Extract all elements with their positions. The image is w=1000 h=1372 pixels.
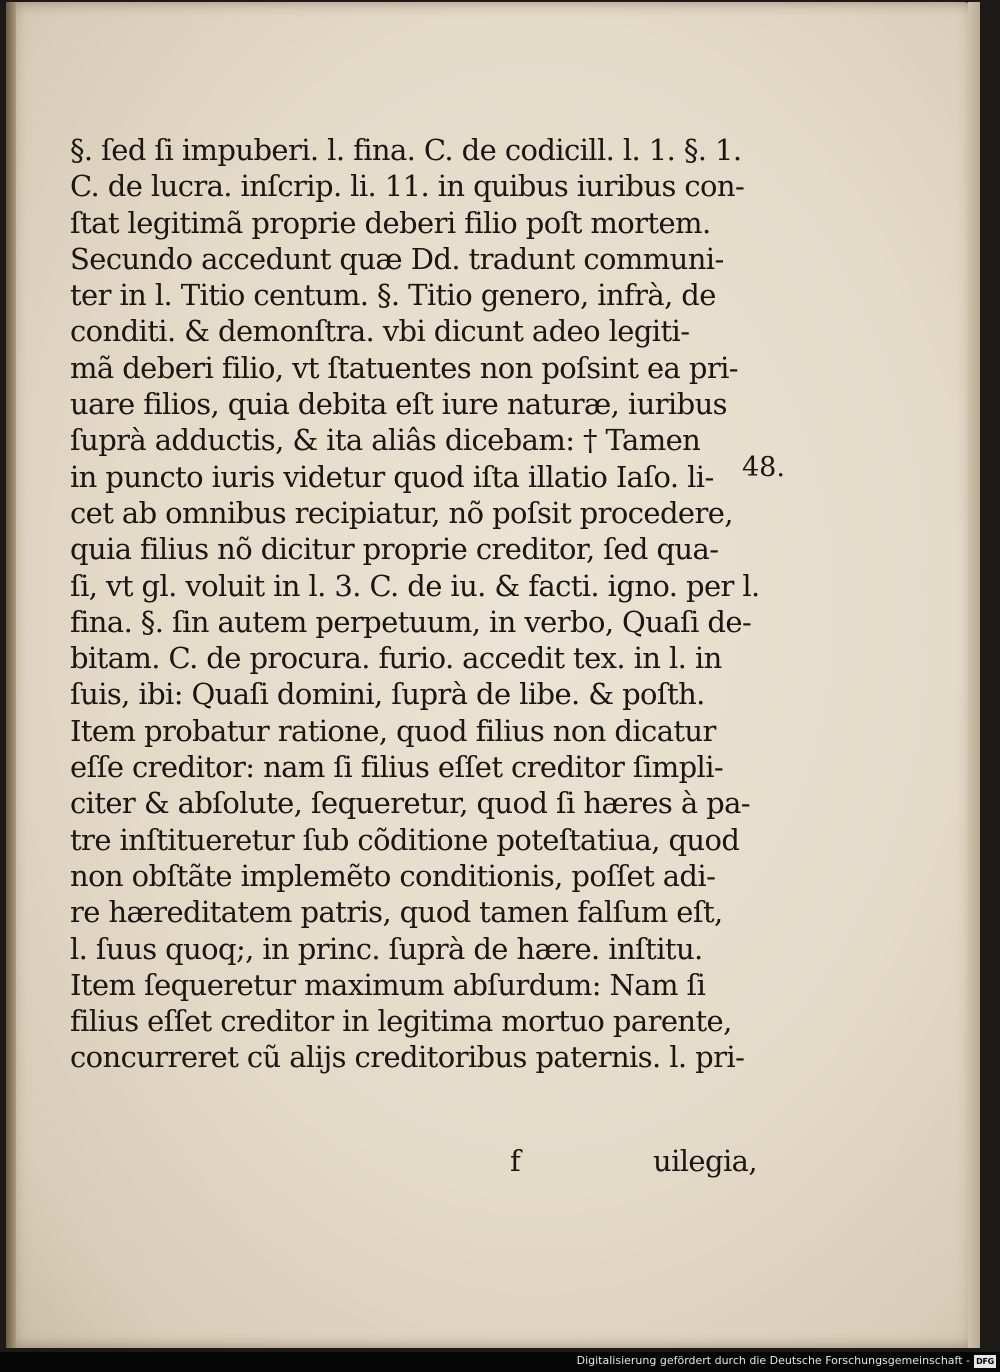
- text-line: C. de lucra. inſcrip. li. 11. in quibus iuribus con-: [70, 169, 745, 204]
- margin-number: 48.: [742, 452, 785, 483]
- text-line: Item ſequeretur maximum abſurdum: Nam ſi: [70, 967, 706, 1002]
- footer-bar: [0, 1352, 1000, 1372]
- text-line: l. ſuus quoq;, in princ. ſuprà de hære. inſtitu.: [70, 931, 703, 966]
- text-line: cet ab omnibus recipiatur, nõ poſsit procedere,: [70, 495, 733, 530]
- text-line: ſuis, ibi: Quaſi domini, ſuprà de libe. & poſth.: [70, 677, 705, 712]
- text-line: conditi. & demonſtra. vbi dicunt adeo legiti-: [70, 314, 690, 349]
- footer-credit: Digitalisierung gefördert durch die Deutsche Forschungsgemeinschaft -: [576, 1354, 970, 1367]
- text-line: bitam. C. de procura. furio. accedit tex. in l. in: [70, 641, 722, 676]
- text-line: mã deberi filio, vt ſtatuentes non poſsint ea pri-: [70, 350, 738, 385]
- text-line: fina. §. ſin autem perpetuum, in verbo, Quaſi de-: [70, 604, 752, 639]
- text-line: ſi, vt gl. voluit in l. 3. C. de iu. & facti. igno. per l.: [70, 568, 760, 603]
- text-line: citer & abſolute, ſequeretur, quod ſi hæres à pa-: [70, 786, 750, 821]
- text-line: non obſtãte implemẽto conditionis, poſſet adi-: [70, 858, 716, 893]
- text-line: eſſe creditor: nam ſi filius eſſet creditor ſimpli-: [70, 750, 724, 785]
- text-line: quia filius nõ dicitur proprie creditor, ſed qua-: [70, 532, 719, 567]
- signature-mark: f: [510, 1144, 521, 1178]
- page-foot-line: [70, 1144, 757, 1180]
- text-line: §. ſed ſi impuberi. l. fina. C. de codicill. l. 1. §. 1.: [70, 133, 742, 167]
- catchword: uilegia,: [653, 1144, 757, 1178]
- text-line: ſuprà adductis, & ita aliâs dicebam: † Tamen: [70, 423, 701, 458]
- text-line: ſtat legitimã proprie deberi filio poſt mortem.: [70, 205, 711, 240]
- page-right-edge: [968, 2, 980, 1348]
- text-line: uare filios, quia debita eſt iure naturæ, iuribus: [70, 387, 727, 422]
- text-line: filius eſſet creditor in legitima mortuo parente,: [70, 1004, 732, 1039]
- text-line: Secundo accedunt quæ Dd. tradunt communi-: [70, 241, 724, 276]
- page-text-block: [70, 132, 760, 1076]
- text-line: concurreret cũ alijs creditoribus paternis. l. pri-: [70, 1040, 745, 1075]
- text-line: Item probatur ratione, quod filius non dicatur: [70, 713, 716, 748]
- dfg-logo-icon: DFG: [974, 1355, 996, 1368]
- text-line: ter in l. Titio centum. §. Titio genero, infrà, de: [70, 278, 716, 313]
- page-binding-edge: [6, 2, 16, 1348]
- text-line: in puncto iuris videtur quod iſta illatio Iaſo. li-: [70, 459, 714, 494]
- text-line: re hæreditatem patris, quod tamen falſum eſt,: [70, 895, 723, 930]
- text-line: tre inſtitueretur ſub cõditione poteſtatiua, quod: [70, 822, 740, 857]
